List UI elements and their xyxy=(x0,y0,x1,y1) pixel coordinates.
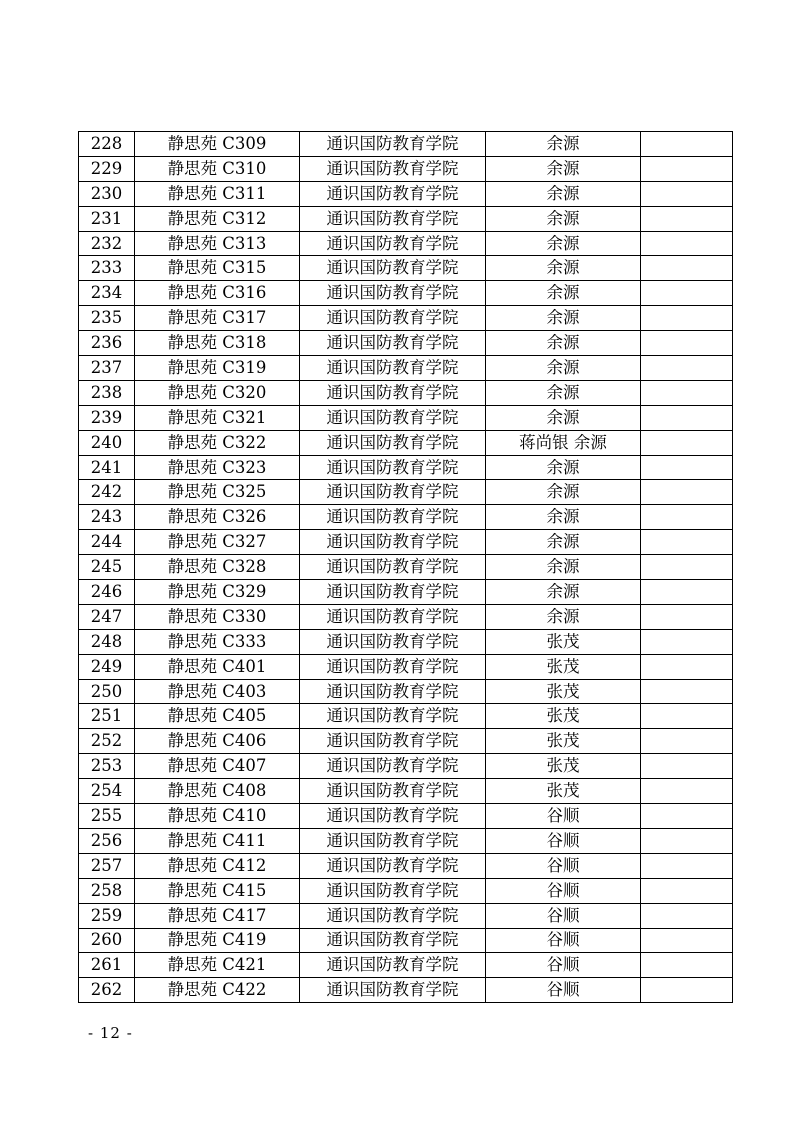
row-number-cell: 239 xyxy=(79,405,135,430)
row-number-cell: 228 xyxy=(79,132,135,157)
table-row xyxy=(79,480,733,505)
note-cell xyxy=(641,878,733,903)
note-cell xyxy=(641,530,733,555)
person-in-charge-cell: 张茂 xyxy=(486,679,641,704)
college-cell: 通识国防教育学院 xyxy=(300,380,486,405)
row-number-cell: 259 xyxy=(79,903,135,928)
row-number-cell: 235 xyxy=(79,306,135,331)
room-cell: 静思苑 C411 xyxy=(135,828,300,853)
person-in-charge-cell: 余源 xyxy=(486,281,641,306)
college-cell: 通识国防教育学院 xyxy=(300,804,486,829)
note-cell xyxy=(641,132,733,157)
table-row xyxy=(79,380,733,405)
college-cell: 通识国防教育学院 xyxy=(300,480,486,505)
person-in-charge-cell: 余源 xyxy=(486,604,641,629)
dormitory-table-body xyxy=(79,132,733,1003)
table-row xyxy=(79,505,733,530)
row-number-cell: 237 xyxy=(79,356,135,381)
row-number-cell: 245 xyxy=(79,555,135,580)
table-row xyxy=(79,604,733,629)
room-cell: 静思苑 C415 xyxy=(135,878,300,903)
person-in-charge-cell: 谷顺 xyxy=(486,953,641,978)
row-number-cell: 247 xyxy=(79,604,135,629)
college-cell: 通识国防教育学院 xyxy=(300,455,486,480)
note-cell xyxy=(641,331,733,356)
table-row xyxy=(79,928,733,953)
person-in-charge-cell: 余源 xyxy=(486,405,641,430)
row-number-cell: 256 xyxy=(79,828,135,853)
row-number-cell: 248 xyxy=(79,629,135,654)
row-number-cell: 236 xyxy=(79,331,135,356)
table-row xyxy=(79,953,733,978)
row-number-cell: 238 xyxy=(79,380,135,405)
room-cell: 静思苑 C321 xyxy=(135,405,300,430)
table-row xyxy=(79,405,733,430)
table-row xyxy=(79,679,733,704)
college-cell: 通识国防教育学院 xyxy=(300,779,486,804)
person-in-charge-cell: 余源 xyxy=(486,356,641,381)
room-cell: 静思苑 C310 xyxy=(135,156,300,181)
person-in-charge-cell: 余源 xyxy=(486,331,641,356)
table-row xyxy=(79,206,733,231)
note-cell xyxy=(641,356,733,381)
table-row xyxy=(79,231,733,256)
table-row xyxy=(79,853,733,878)
person-in-charge-cell: 张茂 xyxy=(486,779,641,804)
person-in-charge-cell: 余源 xyxy=(486,181,641,206)
note-cell xyxy=(641,156,733,181)
table-row xyxy=(79,430,733,455)
row-number-cell: 251 xyxy=(79,704,135,729)
college-cell: 通识国防教育学院 xyxy=(300,853,486,878)
college-cell: 通识国防教育学院 xyxy=(300,704,486,729)
college-cell: 通识国防教育学院 xyxy=(300,356,486,381)
room-cell: 静思苑 C325 xyxy=(135,480,300,505)
row-number-cell: 243 xyxy=(79,505,135,530)
room-cell: 静思苑 C315 xyxy=(135,256,300,281)
note-cell xyxy=(641,256,733,281)
room-cell: 静思苑 C422 xyxy=(135,978,300,1003)
table-row xyxy=(79,729,733,754)
note-cell xyxy=(641,580,733,605)
person-in-charge-cell: 张茂 xyxy=(486,629,641,654)
room-cell: 静思苑 C407 xyxy=(135,754,300,779)
table-row xyxy=(79,331,733,356)
row-number-cell: 252 xyxy=(79,729,135,754)
college-cell: 通识国防教育学院 xyxy=(300,256,486,281)
college-cell: 通识国防教育学院 xyxy=(300,878,486,903)
table-row xyxy=(79,580,733,605)
table-row xyxy=(79,256,733,281)
room-cell: 静思苑 C326 xyxy=(135,505,300,530)
row-number-cell: 257 xyxy=(79,853,135,878)
person-in-charge-cell: 谷顺 xyxy=(486,828,641,853)
note-cell xyxy=(641,306,733,331)
row-number-cell: 258 xyxy=(79,878,135,903)
table-row xyxy=(79,754,733,779)
college-cell: 通识国防教育学院 xyxy=(300,181,486,206)
college-cell: 通识国防教育学院 xyxy=(300,903,486,928)
row-number-cell: 240 xyxy=(79,430,135,455)
person-in-charge-cell: 余源 xyxy=(486,530,641,555)
row-number-cell: 242 xyxy=(79,480,135,505)
person-in-charge-cell: 谷顺 xyxy=(486,853,641,878)
person-in-charge-cell: 张茂 xyxy=(486,704,641,729)
note-cell xyxy=(641,430,733,455)
college-cell: 通识国防教育学院 xyxy=(300,928,486,953)
college-cell: 通识国防教育学院 xyxy=(300,405,486,430)
row-number-cell: 246 xyxy=(79,580,135,605)
room-cell: 静思苑 C313 xyxy=(135,231,300,256)
row-number-cell: 230 xyxy=(79,181,135,206)
college-cell: 通识国防教育学院 xyxy=(300,629,486,654)
table-row xyxy=(79,878,733,903)
college-cell: 通识国防教育学院 xyxy=(300,505,486,530)
room-cell: 静思苑 C316 xyxy=(135,281,300,306)
person-in-charge-cell: 余源 xyxy=(486,206,641,231)
college-cell: 通识国防教育学院 xyxy=(300,580,486,605)
room-cell: 静思苑 C410 xyxy=(135,804,300,829)
note-cell xyxy=(641,405,733,430)
note-cell xyxy=(641,455,733,480)
table-row xyxy=(79,978,733,1003)
table-row xyxy=(79,156,733,181)
note-cell xyxy=(641,555,733,580)
person-in-charge-cell: 余源 xyxy=(486,455,641,480)
table-row xyxy=(79,306,733,331)
room-cell: 静思苑 C329 xyxy=(135,580,300,605)
room-cell: 静思苑 C405 xyxy=(135,704,300,729)
college-cell: 通识国防教育学院 xyxy=(300,206,486,231)
row-number-cell: 234 xyxy=(79,281,135,306)
note-cell xyxy=(641,978,733,1003)
note-cell xyxy=(641,704,733,729)
person-in-charge-cell: 余源 xyxy=(486,132,641,157)
note-cell xyxy=(641,629,733,654)
person-in-charge-cell: 余源 xyxy=(486,306,641,331)
person-in-charge-cell: 谷顺 xyxy=(486,928,641,953)
table-row xyxy=(79,779,733,804)
college-cell: 通识国防教育学院 xyxy=(300,231,486,256)
page-number: - 12 - xyxy=(88,1024,133,1042)
room-cell: 静思苑 C419 xyxy=(135,928,300,953)
person-in-charge-cell: 余源 xyxy=(486,505,641,530)
note-cell xyxy=(641,828,733,853)
table-row xyxy=(79,704,733,729)
college-cell: 通识国防教育学院 xyxy=(300,978,486,1003)
college-cell: 通识国防教育学院 xyxy=(300,430,486,455)
row-number-cell: 233 xyxy=(79,256,135,281)
person-in-charge-cell: 谷顺 xyxy=(486,878,641,903)
row-number-cell: 231 xyxy=(79,206,135,231)
room-cell: 静思苑 C323 xyxy=(135,455,300,480)
room-cell: 静思苑 C320 xyxy=(135,380,300,405)
room-cell: 静思苑 C309 xyxy=(135,132,300,157)
note-cell xyxy=(641,853,733,878)
row-number-cell: 253 xyxy=(79,754,135,779)
note-cell xyxy=(641,754,733,779)
table-row xyxy=(79,828,733,853)
college-cell: 通识国防教育学院 xyxy=(300,604,486,629)
college-cell: 通识国防教育学院 xyxy=(300,953,486,978)
room-cell: 静思苑 C406 xyxy=(135,729,300,754)
table-row xyxy=(79,356,733,381)
person-in-charge-cell: 蒋尚银 余源 xyxy=(486,430,641,455)
table-row xyxy=(79,629,733,654)
table-row xyxy=(79,455,733,480)
college-cell: 通识国防教育学院 xyxy=(300,729,486,754)
college-cell: 通识国防教育学院 xyxy=(300,555,486,580)
college-cell: 通识国防教育学院 xyxy=(300,156,486,181)
row-number-cell: 229 xyxy=(79,156,135,181)
note-cell xyxy=(641,231,733,256)
table-row xyxy=(79,530,733,555)
college-cell: 通识国防教育学院 xyxy=(300,306,486,331)
person-in-charge-cell: 余源 xyxy=(486,156,641,181)
room-cell: 静思苑 C319 xyxy=(135,356,300,381)
person-in-charge-cell: 余源 xyxy=(486,231,641,256)
person-in-charge-cell: 余源 xyxy=(486,480,641,505)
room-cell: 静思苑 C403 xyxy=(135,679,300,704)
note-cell xyxy=(641,928,733,953)
person-in-charge-cell: 余源 xyxy=(486,555,641,580)
note-cell xyxy=(641,903,733,928)
person-in-charge-cell: 余源 xyxy=(486,580,641,605)
table-row xyxy=(79,903,733,928)
room-cell: 静思苑 C311 xyxy=(135,181,300,206)
room-cell: 静思苑 C330 xyxy=(135,604,300,629)
college-cell: 通识国防教育学院 xyxy=(300,331,486,356)
room-cell: 静思苑 C318 xyxy=(135,331,300,356)
note-cell xyxy=(641,779,733,804)
row-number-cell: 244 xyxy=(79,530,135,555)
note-cell xyxy=(641,281,733,306)
room-cell: 静思苑 C322 xyxy=(135,430,300,455)
college-cell: 通识国防教育学院 xyxy=(300,530,486,555)
table-row xyxy=(79,281,733,306)
room-cell: 静思苑 C408 xyxy=(135,779,300,804)
row-number-cell: 261 xyxy=(79,953,135,978)
note-cell xyxy=(641,679,733,704)
room-cell: 静思苑 C328 xyxy=(135,555,300,580)
table-row xyxy=(79,132,733,157)
college-cell: 通识国防教育学院 xyxy=(300,754,486,779)
table-row xyxy=(79,181,733,206)
note-cell xyxy=(641,206,733,231)
note-cell xyxy=(641,953,733,978)
room-cell: 静思苑 C417 xyxy=(135,903,300,928)
room-cell: 静思苑 C412 xyxy=(135,853,300,878)
college-cell: 通识国防教育学院 xyxy=(300,654,486,679)
college-cell: 通识国防教育学院 xyxy=(300,828,486,853)
room-cell: 静思苑 C317 xyxy=(135,306,300,331)
dormitory-table xyxy=(78,131,733,1003)
college-cell: 通识国防教育学院 xyxy=(300,132,486,157)
row-number-cell: 254 xyxy=(79,779,135,804)
note-cell xyxy=(641,505,733,530)
row-number-cell: 255 xyxy=(79,804,135,829)
person-in-charge-cell: 谷顺 xyxy=(486,978,641,1003)
table-row xyxy=(79,804,733,829)
room-cell: 静思苑 C421 xyxy=(135,953,300,978)
college-cell: 通识国防教育学院 xyxy=(300,281,486,306)
note-cell xyxy=(641,380,733,405)
person-in-charge-cell: 余源 xyxy=(486,380,641,405)
table-row xyxy=(79,555,733,580)
row-number-cell: 232 xyxy=(79,231,135,256)
person-in-charge-cell: 张茂 xyxy=(486,754,641,779)
row-number-cell: 262 xyxy=(79,978,135,1003)
room-cell: 静思苑 C333 xyxy=(135,629,300,654)
table-row xyxy=(79,654,733,679)
note-cell xyxy=(641,729,733,754)
note-cell xyxy=(641,181,733,206)
room-cell: 静思苑 C327 xyxy=(135,530,300,555)
row-number-cell: 241 xyxy=(79,455,135,480)
person-in-charge-cell: 谷顺 xyxy=(486,804,641,829)
college-cell: 通识国防教育学院 xyxy=(300,679,486,704)
note-cell xyxy=(641,654,733,679)
room-cell: 静思苑 C401 xyxy=(135,654,300,679)
note-cell xyxy=(641,604,733,629)
person-in-charge-cell: 张茂 xyxy=(486,729,641,754)
note-cell xyxy=(641,480,733,505)
person-in-charge-cell: 张茂 xyxy=(486,654,641,679)
room-cell: 静思苑 C312 xyxy=(135,206,300,231)
person-in-charge-cell: 余源 xyxy=(486,256,641,281)
note-cell xyxy=(641,804,733,829)
row-number-cell: 249 xyxy=(79,654,135,679)
row-number-cell: 260 xyxy=(79,928,135,953)
person-in-charge-cell: 谷顺 xyxy=(486,903,641,928)
row-number-cell: 250 xyxy=(79,679,135,704)
